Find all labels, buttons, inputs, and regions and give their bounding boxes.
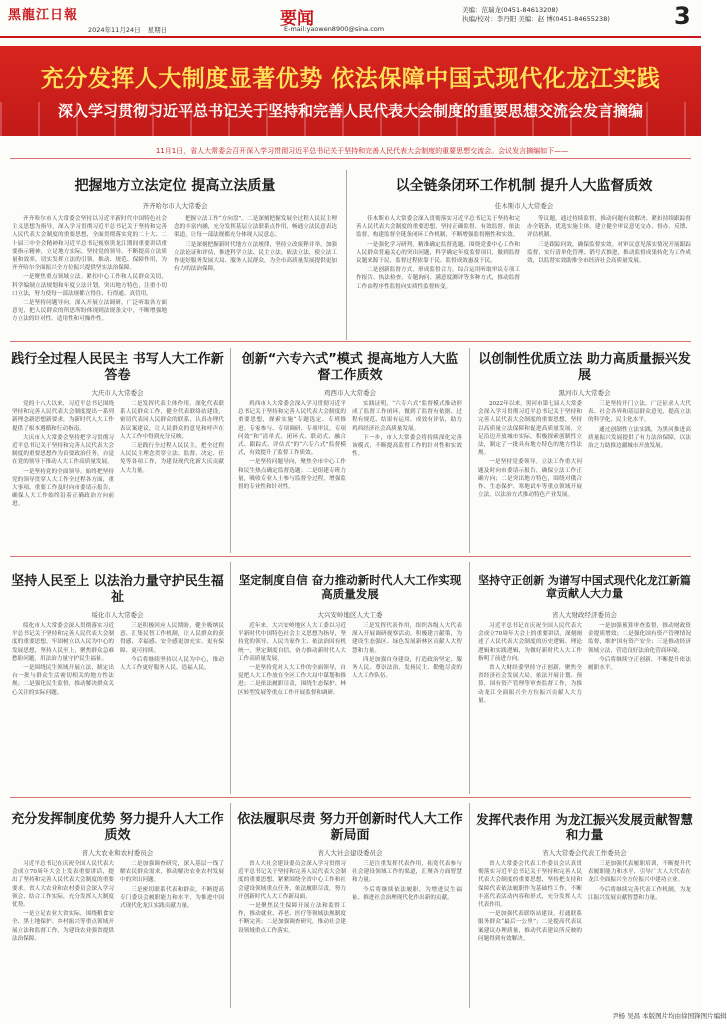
paragraph: 三是践行全过程人民民主。把全过程人民民主理念贯穿立法、监督、决定、任免等各项工作，为建设现代化新大庆贡献人大力量。	[120, 443, 224, 474]
article-5-body-col1	[478, 400, 582, 550]
paragraph: 二是创新监督方式，形成监督合力。综合运用听取审议专项工作报告、执法检查、专题询问、满意度测评等多种方式，推动监督工作由程序性监督向实质性监督转变。	[356, 267, 520, 290]
article-9-byline: 省人大农业和农村委员会	[81, 849, 154, 857]
column-divider	[230, 348, 231, 553]
paragraph: 一是坚持党对人大工作的全面领导，自觉把人大工作放在全区工作大局中谋划和推进；二是依法履职尽责，围绕生态保护、林区转型发展等重点工作开展监督和调研。	[238, 665, 346, 696]
paragraph: 三是密切联系代表和群众，不断提高专门委员会履职能力和水平，为推进中国式现代化龙江实践贡献力量。	[120, 886, 224, 910]
paragraph: 三是跟踪问效，确保监督实效。对审议意见落实情况开展跟踪监督，实行清单化管理、销号式推进，推动监督成果转化为工作成效，以监督实效助推全市经济社会高质量发展。	[527, 241, 691, 265]
paragraph: 一是围绕民生领域开展立法，制定出台一批与群众生活密切相关的地方性法规；二是强化民生监督，推动解决群众关心关注的实际问题。	[12, 665, 114, 696]
article-4-byline: 鸡西市人大常委会	[324, 389, 376, 397]
paragraph: 一是坚持党委领导。立法工作重大问题及时向市委请示报告，确保立法工作正确方向；二是突出地方特色，围绕对俄合作、生态保护、寒地试车等重点领域开展立法，以法治方式推动特色产业发展。	[478, 459, 582, 499]
article-10-body-col2	[352, 860, 462, 1005]
row-divider	[10, 341, 691, 342]
column-divider	[346, 170, 347, 340]
article-2-byline: 佳木斯市人大常委会	[494, 202, 554, 210]
article-3-headline: 践行全过程人民民主 书写人大工作新答卷	[11, 352, 224, 383]
paragraph: 实践证明，“六专六式”监督模式推动形成了监督工作闭环，做到了监督有依据、过程有规范、结果有运用、成效有评估，助力鸡西经济社会高质量发展。	[352, 401, 462, 432]
headline-banner	[0, 46, 701, 136]
column-divider	[469, 562, 470, 794]
paragraph: 鸡西市人大常委会深入学习贯彻习近平总书记关于坚持和完善人民代表大会制度的重要思想，探索实施“专题选定、专班推进、专家参与、专项调研、专项审议、专项问效”和“清单式、闭环式、联动式、融合式、跟踪式、评估式”的“六专六式”监督模式，有效提升了监督工作质效。	[238, 401, 346, 457]
article-11-body-col2	[588, 860, 691, 1005]
paragraph: 习近平总书记在庆祝全国人民代表大会成立70周年大会上的重要讲话，深刻阐述了人民代表大会制度的历史逻辑、理论逻辑和实践逻辑，为做好新时代人大工作指明了前进方向。	[478, 623, 582, 662]
column-divider	[230, 803, 231, 1008]
header-divider	[0, 36, 701, 38]
paragraph: 把握立法工作“方向盘”。二是深刻把握发展全过程人民民主理念的丰富内涵，充分发挥基层立法联系点作用，畅通立法民意表达渠道，让每一部法规都充分体现人民意志。	[174, 216, 337, 239]
paragraph: 2022年以来，黑河市第七届人大常委会深入学习贯彻习近平总书记关于坚持和完善人民代表大会制度的重要思想，坚持以高质量立法保障和促进高质量发展，立足沿边开放城市实际，积极探索创制性立法，制定了一批具有地方特色的地方性法规。	[478, 401, 582, 457]
intro-divider	[10, 158, 691, 159]
article-8-body-col1	[478, 622, 582, 792]
article-5-body-col2	[588, 400, 691, 550]
paragraph: 今后将继续坚持以人民为中心，推动人大工作更好服务人民、造福人民。	[120, 656, 224, 672]
article-7-body-col1	[238, 622, 346, 792]
newspaper-logo: 黑龍江日報	[8, 8, 79, 23]
row-divider	[10, 556, 691, 557]
article-10-byline: 省人大社会建设委员会	[317, 849, 383, 857]
issue-meta	[88, 25, 172, 34]
paragraph: 近年来，大兴安岭地区人大工委以习近平新时代中国特色社会主义思想为指导，坚持党的领导、人民当家作主、依法治国有机统一，坚定制度自信，奋力推动新时代人大工作高质量发展。	[238, 623, 346, 662]
article-4-body-col1	[238, 400, 346, 550]
article-1-body-col1	[12, 215, 167, 335]
article-9-body-col1	[12, 860, 114, 1005]
article-3-body-col1	[12, 400, 114, 550]
paragraph: 今后将继续守正创新，不断提升依法履职水平。	[588, 656, 691, 672]
paragraph: 省人大常委会代表工作委员会认真贯彻落实习近平总书记关于坚持和完善人民代表大会制度的重要思想，坚持把支持和保障代表依法履职作为基础性工作，不断丰富代表活动内容和形式，充分发挥人大代表作用。	[478, 861, 582, 909]
paragraph: 绥化市人大常委会深入贯彻落实习近平总书记关于坚持和完善人民代表大会制度的重要思想，牢固树立以人民为中心的发展思想，坚持人民至上，聚焦群众急难愁盼问题，用法治力量守护民生福祉。	[12, 623, 114, 662]
article-1-byline: 齐齐哈尔市人大常委会	[142, 202, 208, 210]
article-1-body-col2	[174, 215, 337, 335]
article-9-body-col2	[120, 860, 224, 1005]
paragraph: 今后将继续完善代表工作机制，为龙江振兴发展贡献智慧和力量。	[588, 886, 691, 901]
editor-credits	[462, 6, 610, 24]
paragraph: 一是坚持问题导向，聚焦全市中心工作和民生热点确定监督选题；二是组建专班力量，吸收专业人士参与监督全过程，增强监督的专业性和针对性。	[238, 459, 346, 491]
paragraph: 通过创制性立法实践，为黑河推进高质量振兴发展提供了有力法治保障，以法治之力助推边疆城市开放发展。	[588, 426, 691, 450]
article-8-byline: 省人大财政经济委员会	[552, 611, 617, 619]
paragraph: 二是加强调查研究，深入基层一线了解农民群众需求，推动解决农业农村发展中的突出问题。	[120, 861, 224, 884]
paragraph: 等议题，通过持续监督，推动问题有效解决。紧扣持续跟踪督办全链条，优选实施主体，建立健全审议意见交办、督办、反馈、评估机制。	[527, 216, 691, 239]
article-2-body-col1	[356, 215, 520, 335]
paragraph: 习近平总书记在庆祝全国人民代表大会成立70周年大会上发表重要讲话，提出了坚持和完善人民代表大会制度的重要要求。省人大农业和农村委员会深入学习领会，结合工作实际，充分发挥人大制度优势。	[12, 861, 114, 909]
paragraph: 党的十八大以来，习近平总书记围绕坚持和完善人民代表大会制度提出一系列新理念新思想新要求，为新时代人大工作提供了根本遵循和行动指南。	[12, 401, 114, 432]
paragraph: 佳木斯市人大常委会深入贯彻落实习近平总书记关于坚持和完善人民代表大会制度的重要思想，坚持正确监督、有效监督、依法监督，构建监督全链条闭环工作机制，不断增强监督刚性和实效。	[356, 216, 520, 239]
paragraph: 下一步，市人大常委会将持续深化完善该模式，不断提高监督工作的针对性和实效性。	[352, 434, 462, 458]
article-9-headline: 充分发挥制度优势 努力提升人大工作质效	[11, 812, 224, 843]
article-8-body-col2	[588, 622, 691, 792]
column-divider	[469, 803, 470, 1008]
paragraph: 三是积极回应人民期盼，健全吸纳民意、汇集民智工作机制，让人民群众的获得感、幸福感、安全感更加充实、更有保障、更可持续。	[120, 623, 224, 654]
article-7-headline: 坚定制度自信 奋力推动新时代人大工作实现高质量发展	[238, 573, 462, 601]
article-11-body-col1	[478, 860, 582, 1005]
editor-line-1: 美编：范瑞龙(0451-84613208)	[462, 6, 559, 14]
paragraph: 一是立足农业大省实际，围绕粮食安全、黑土地保护、乡村振兴等重点领域开展立法和监督工作，为建设农业强省提供法治保障。	[12, 911, 114, 942]
paragraph: 二是发挥代表主体作用。深化代表联系人民群众工作，健全代表联络站建设，密切代表同人民群众的联系，认真办理代表议案建议，让人民群众的意见和呼声在人大工作中得到充分反映。	[120, 401, 224, 440]
article-10-body-col1	[238, 860, 346, 1005]
article-3-byline: 大庆市人大常委会	[91, 389, 144, 397]
issue-date: 2024年11月24日	[88, 26, 141, 34]
page-number: 3	[674, 2, 691, 30]
editor-line-2: 执编/校对：李丹阳 美编：赵 博(0451-84655238)	[462, 15, 610, 23]
row-divider	[10, 797, 691, 798]
article-4-body-col2	[352, 400, 462, 550]
article-10-headline: 依法履职尽责 努力开创新时代人大工作新局面	[237, 812, 463, 843]
article-5-headline: 以创制性优质立法 助力高质量振兴发展	[478, 352, 691, 383]
paragraph: 一是坚持党的全面领导。始终把坚持党的领导贯穿人大工作全过程各方面，重大事项、重要工作及时向市委请示报告，确保人大工作始终沿着正确政治方向前进。	[12, 468, 114, 508]
paragraph: 一是强化学习研判，精准确定监督选题。围绕党委中心工作和人民群众普遍关心的突出问题，科学确定年度监督项目，做到监督议题来源于民、监督过程依靠于民、监督成效惠及于民。	[356, 241, 520, 265]
issue-weekday: 星期日	[147, 26, 168, 34]
paragraph: 省人大社会建设委员会深入学习贯彻习近平总书记关于坚持和完善人民代表大会制度的重要思想，紧紧围绕全省中心工作和社会建设领域重点任务，依法履职尽责，努力开创新时代人大工作新局面。	[238, 861, 346, 900]
paragraph: 三是加强代表履职培训，不断提升代表履职能力和水平，引导广大人大代表在龙江全面振兴全方位振兴中建功立业。	[588, 861, 691, 884]
article-6-headline: 坚持人民至上 以法治力量守护民生福祉	[11, 574, 224, 605]
paragraph: 三是发挥代表作用，组织各级人大代表深入开展调研视察活动，积极建言献策，为建设生态强区、绿色发展新林区贡献人大智慧和力量。	[352, 623, 462, 654]
paragraph: 一是加强代表联络站建设，打通联系服务群众“最后一公里”；二是提高代表议案建议办理质量，推动代表建议所反映的问题得到有效解决。	[478, 911, 582, 942]
article-6-body-col1	[12, 622, 114, 792]
article-11-headline: 发挥代表作用 为龙江振兴发展贡献智慧和力量	[476, 812, 693, 842]
article-4-headline: 创新“六专六式”模式 提高地方人大监督工作质效	[241, 352, 459, 383]
section-title: 要闻	[280, 9, 314, 29]
article-7-byline: 大兴安岭地区人大工委	[317, 611, 383, 619]
paragraph: 三是深刻把握新时代地方立法规律，坚持立改废释并举，加强立法论证和评估，推进科学立法、民主立法、依法立法，使立法工作更好服务发展大局、服务人民群众，为全市高质量发展提供更加有力的法治保障。	[174, 241, 337, 273]
article-6-byline: 绥化市人大常委会	[91, 611, 144, 619]
article-1-headline: 把握地方立法定位 提高立法质量	[74, 178, 276, 194]
article-8-headline: 坚持守正创新 为谱写中国式现代化龙江新篇章贡献人大力量	[478, 574, 691, 601]
article-3-body-col2	[120, 400, 224, 550]
article-5-byline: 黑河市人大常委会	[558, 389, 611, 397]
paragraph: 三是坚持开门立法，广泛征求人大代表、社会各界和基层群众意见，提高立法的科学化、民主化水平。	[588, 401, 691, 424]
article-2-body-col2	[527, 215, 691, 335]
paragraph: 齐齐哈尔市人大常委会坚持以习近平新时代中国特色社会主义思想为指导，深入学习贯彻习近平总书记关于坚持和完善人民代表大会制度的重要思想，全面贯彻落实党的二十大、二十届三中全会精神和习近平总书记视察黑龙江期间重要讲话重要指示精神，立足地方实际，坚持党的领导，不断提高立法质量和效率，切实发挥立法的引领、推动、规范、保障作用，为齐齐哈尔全面振兴全方位振兴提供坚实法治保障。	[12, 216, 167, 272]
column-divider	[469, 348, 470, 553]
paragraph: 省人大财经委坚持守正创新，聚焦全省经济社会发展大局，依法开展计划、预算、国有资产管理等审查监督工作，为推动龙江全面振兴全方位振兴贡献人大力量。	[478, 665, 582, 704]
paragraph: 今后将继续依法履职，为增进民生福祉、推进社会治理现代化作出新的贡献。	[352, 886, 462, 901]
paragraph: 三是注重发挥代表作用，拓宽代表参与社会建设领域工作的渠道，汇聚各方面智慧和力量。	[352, 861, 462, 884]
banner-subtitle: 深入学习贯彻习近平总书记关于坚持和完善人民代表大会制度的重要思想交流会发言摘编	[57, 102, 643, 120]
paragraph: 一是聚焦民生保障开展立法和监督工作，推动就业、养老、医疗等领域法规制度不断完善；二是加强调查研究，推动社会建设领域重点工作落实。	[238, 903, 346, 934]
article-11-byline: 省人大常委会代表工作委员会	[542, 849, 627, 857]
article-6-body-col2	[120, 622, 224, 792]
article-7-body-col2	[352, 622, 462, 792]
intro-lead: 11月1日，省人大常委会召开深入学习贯彻习近平总书记关于坚持和完善人民代表大会制度的重要思想交流会。会议发言摘编如下——	[155, 147, 569, 155]
column-divider	[230, 562, 231, 794]
banner-title: 充分发挥人大制度显著优势 依法保障中国式现代化龙江实践	[40, 66, 661, 92]
paragraph: 一是聚焦重点领域立法。紧扣中心工作和人民群众关切，科学编制立法规划和年度立法计划，突出地方特色，注重小切口立法，努力使每一部法规都立得住、行得通、真管用。	[12, 274, 167, 297]
paragraph: 一是加强预算审查监督，推动财政资金提质增效；二是强化国有资产管理情况监督，维护国有资产安全；三是推动经济领域立法，营造良好法治化营商环境。	[588, 623, 691, 654]
paragraph: 大庆市人大常委会坚持把学习贯彻习近平总书记关于坚持和完善人民代表大会制度的重要思想作为首要政治任务，自觉在党的领导下推动人大工作高质量发展。	[12, 434, 114, 466]
photo-credit: 尹杨 吴昌 本版图片均由徐国锋图片编辑	[612, 1012, 727, 1020]
paragraph: 四是加强自身建设，打造政治坚定、服务人民、尊崇法治、发扬民主、勤勉尽责的人大工作队伍。	[352, 656, 462, 680]
article-2-headline: 以全链条闭环工作机制 提升人大监督质效	[395, 178, 653, 194]
paragraph: 二是坚持问题导向。深入开展立法调研，广泛听取各方面意见，把人民群众的所思所盼体现到法规条文中，不断增强地方立法的针对性、适用性和可操作性。	[12, 300, 167, 323]
section-email: E-mail:yaowen8900@sina.com	[284, 25, 385, 33]
